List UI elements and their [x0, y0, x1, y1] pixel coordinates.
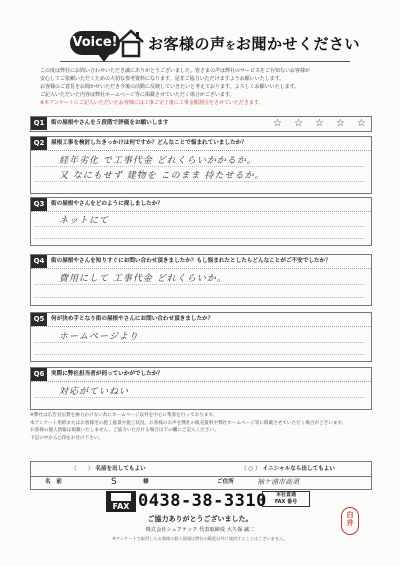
- handwritten-answer: ネットにて: [59, 216, 110, 226]
- address-field[interactable]: 袖ケ浦市高須: [257, 478, 299, 486]
- answer-rule: [35, 166, 365, 167]
- choice-mark: （ ）: [71, 466, 94, 472]
- fine-print-line: お客様の個人情報は掲載いたしません。ご協力いただける場合は下の欄にご記入ください。: [30, 428, 219, 433]
- rating-stars[interactable]: ☆☆☆☆☆: [273, 118, 378, 129]
- name-label: 名 前: [45, 479, 62, 485]
- question-badge: Q4: [31, 255, 47, 268]
- choice-mark: （ ○ ）: [241, 466, 261, 472]
- answer-rule: [35, 238, 365, 239]
- question-3: [30, 197, 372, 246]
- intro-line: お客様のご意見をお聞かせいただき今後の活動に反映していきたいと考えております。よろしくお願いいたします。: [40, 84, 300, 90]
- question-badge: Q6: [31, 368, 47, 381]
- thanks-message: ご協力ありがとうございました。: [147, 515, 253, 523]
- page-title: [148, 33, 360, 54]
- choice-initials[interactable]: [241, 462, 335, 476]
- question-text: 街の屋根やさんを５段階で評価をお願いします: [51, 120, 169, 126]
- intro-note: ※本アンケートにご記入いただいたお客様には工事ご完了後に工事金額割引をさせていただきます。: [40, 100, 264, 106]
- answer-rule: [35, 342, 365, 343]
- stamp-char: 白: [346, 511, 354, 519]
- choice-full-name[interactable]: [71, 462, 146, 476]
- title-small: を: [225, 41, 237, 52]
- handwritten-answer: 経年劣化 で工事代金 どれくらいかかるか。: [59, 156, 257, 166]
- handwritten-answer: 又 なにもせず 建物を このまま 持たせるか。: [59, 171, 265, 181]
- company-line: 株式会社シェアテック 代表取締役 大久保 誠二: [145, 527, 255, 533]
- intro-text: [40, 67, 370, 107]
- question-text: 街の屋根やさんを知りすぐにお問い合わせ頂きましたか？もし悩まれたとしたらどんなことがご不安でしたか？: [51, 258, 331, 264]
- fax-paper-icon: [111, 493, 131, 501]
- fax-direct-note: [262, 491, 310, 507]
- privacy-note: ※アンケートで取得したお客様の個人情報は弊社の販促以外に使用することはございません。: [112, 536, 288, 541]
- fine-print: [30, 412, 370, 442]
- question-2: [30, 136, 372, 194]
- answer-rule: [35, 181, 365, 182]
- seal-stamp: [341, 507, 359, 535]
- title-rest: お聞かせください: [236, 35, 361, 53]
- fax-note-line: 本社直通: [275, 492, 296, 498]
- intro-line: この度は弊社にお問い合わせいただき誠にありがとうございました。皆さまの声は弊社のサービスをご存知ないお客様が: [40, 68, 311, 74]
- intro-line: ご記入いただいた内容は弊社ホームページ等に掲載させていただく場合がございます。: [40, 92, 235, 98]
- question-badge: Q1: [31, 117, 47, 130]
- name-honorific: 様: [143, 479, 149, 485]
- choice-label: 名前を出してもよい: [95, 466, 146, 472]
- question-4: [30, 254, 372, 306]
- header-divider: [60, 61, 350, 62]
- question-text: 何が決め手となり街の屋根やさんにお問い合わせ頂きましたか？: [51, 316, 214, 322]
- question-5: [30, 312, 372, 362]
- question-badge: Q2: [31, 137, 47, 150]
- handwritten-answer: 費用にして 工事代金 どれくらいか。: [59, 274, 227, 284]
- answer-rule: [35, 297, 365, 298]
- fine-print-line: 本アンケート用紙またはお客様宅の施工風景や施工状況、お客様のお声を弊社の販売資料や弊社ホームページ等に掲載させていただく場合がございます。: [30, 420, 347, 426]
- title-main: お客様の声: [148, 35, 226, 53]
- question-6: [30, 367, 372, 410]
- handwritten-answer: ホームページより: [59, 332, 139, 342]
- answer-rule: [35, 226, 365, 227]
- fax-icon: [106, 491, 136, 512]
- question-text: 街の屋根やさんをどのように探しましたか？: [51, 201, 163, 207]
- answer-rule: [35, 397, 365, 398]
- fine-print-line: 下記の中から○印をお付け下さい。: [30, 435, 103, 441]
- stamp-char: 井: [346, 519, 354, 527]
- address-label: ご住所: [217, 479, 234, 485]
- question-1: [30, 116, 378, 132]
- answer-rule: [35, 284, 365, 285]
- choice-label: イニシャルなら出してもよい: [262, 466, 335, 472]
- fax-number: 0438-38-3310: [138, 491, 267, 511]
- answer-rule: [35, 354, 365, 355]
- name-address-row: [30, 475, 372, 490]
- voice-bubble: Voice!: [70, 31, 120, 55]
- intro-line: 安心してご依頼いただくための大切な参考資料になります。是非ご協力いただけますようお願いいたします。: [40, 76, 285, 82]
- question-badge: Q3: [31, 198, 47, 211]
- fax-note-line: FAX 番号: [274, 499, 298, 505]
- name-field[interactable]: S: [111, 477, 117, 487]
- fine-print-line: ※弊社は広告宣伝費を極力かけない為にホームページ以外を中心に集客を行っております。: [30, 413, 218, 418]
- house-icon: [116, 26, 146, 60]
- question-badge: Q5: [31, 313, 47, 326]
- question-text: 屋根工事を検討したきっかけは何ですか？どんなことで悩まれていましたか？: [51, 140, 247, 146]
- question-text: 実際に弊社担当者が伺っていかがでしたか？: [51, 371, 163, 377]
- handwritten-answer: 対応がていねい: [59, 387, 130, 397]
- fax-badge-label: FAX: [112, 502, 130, 511]
